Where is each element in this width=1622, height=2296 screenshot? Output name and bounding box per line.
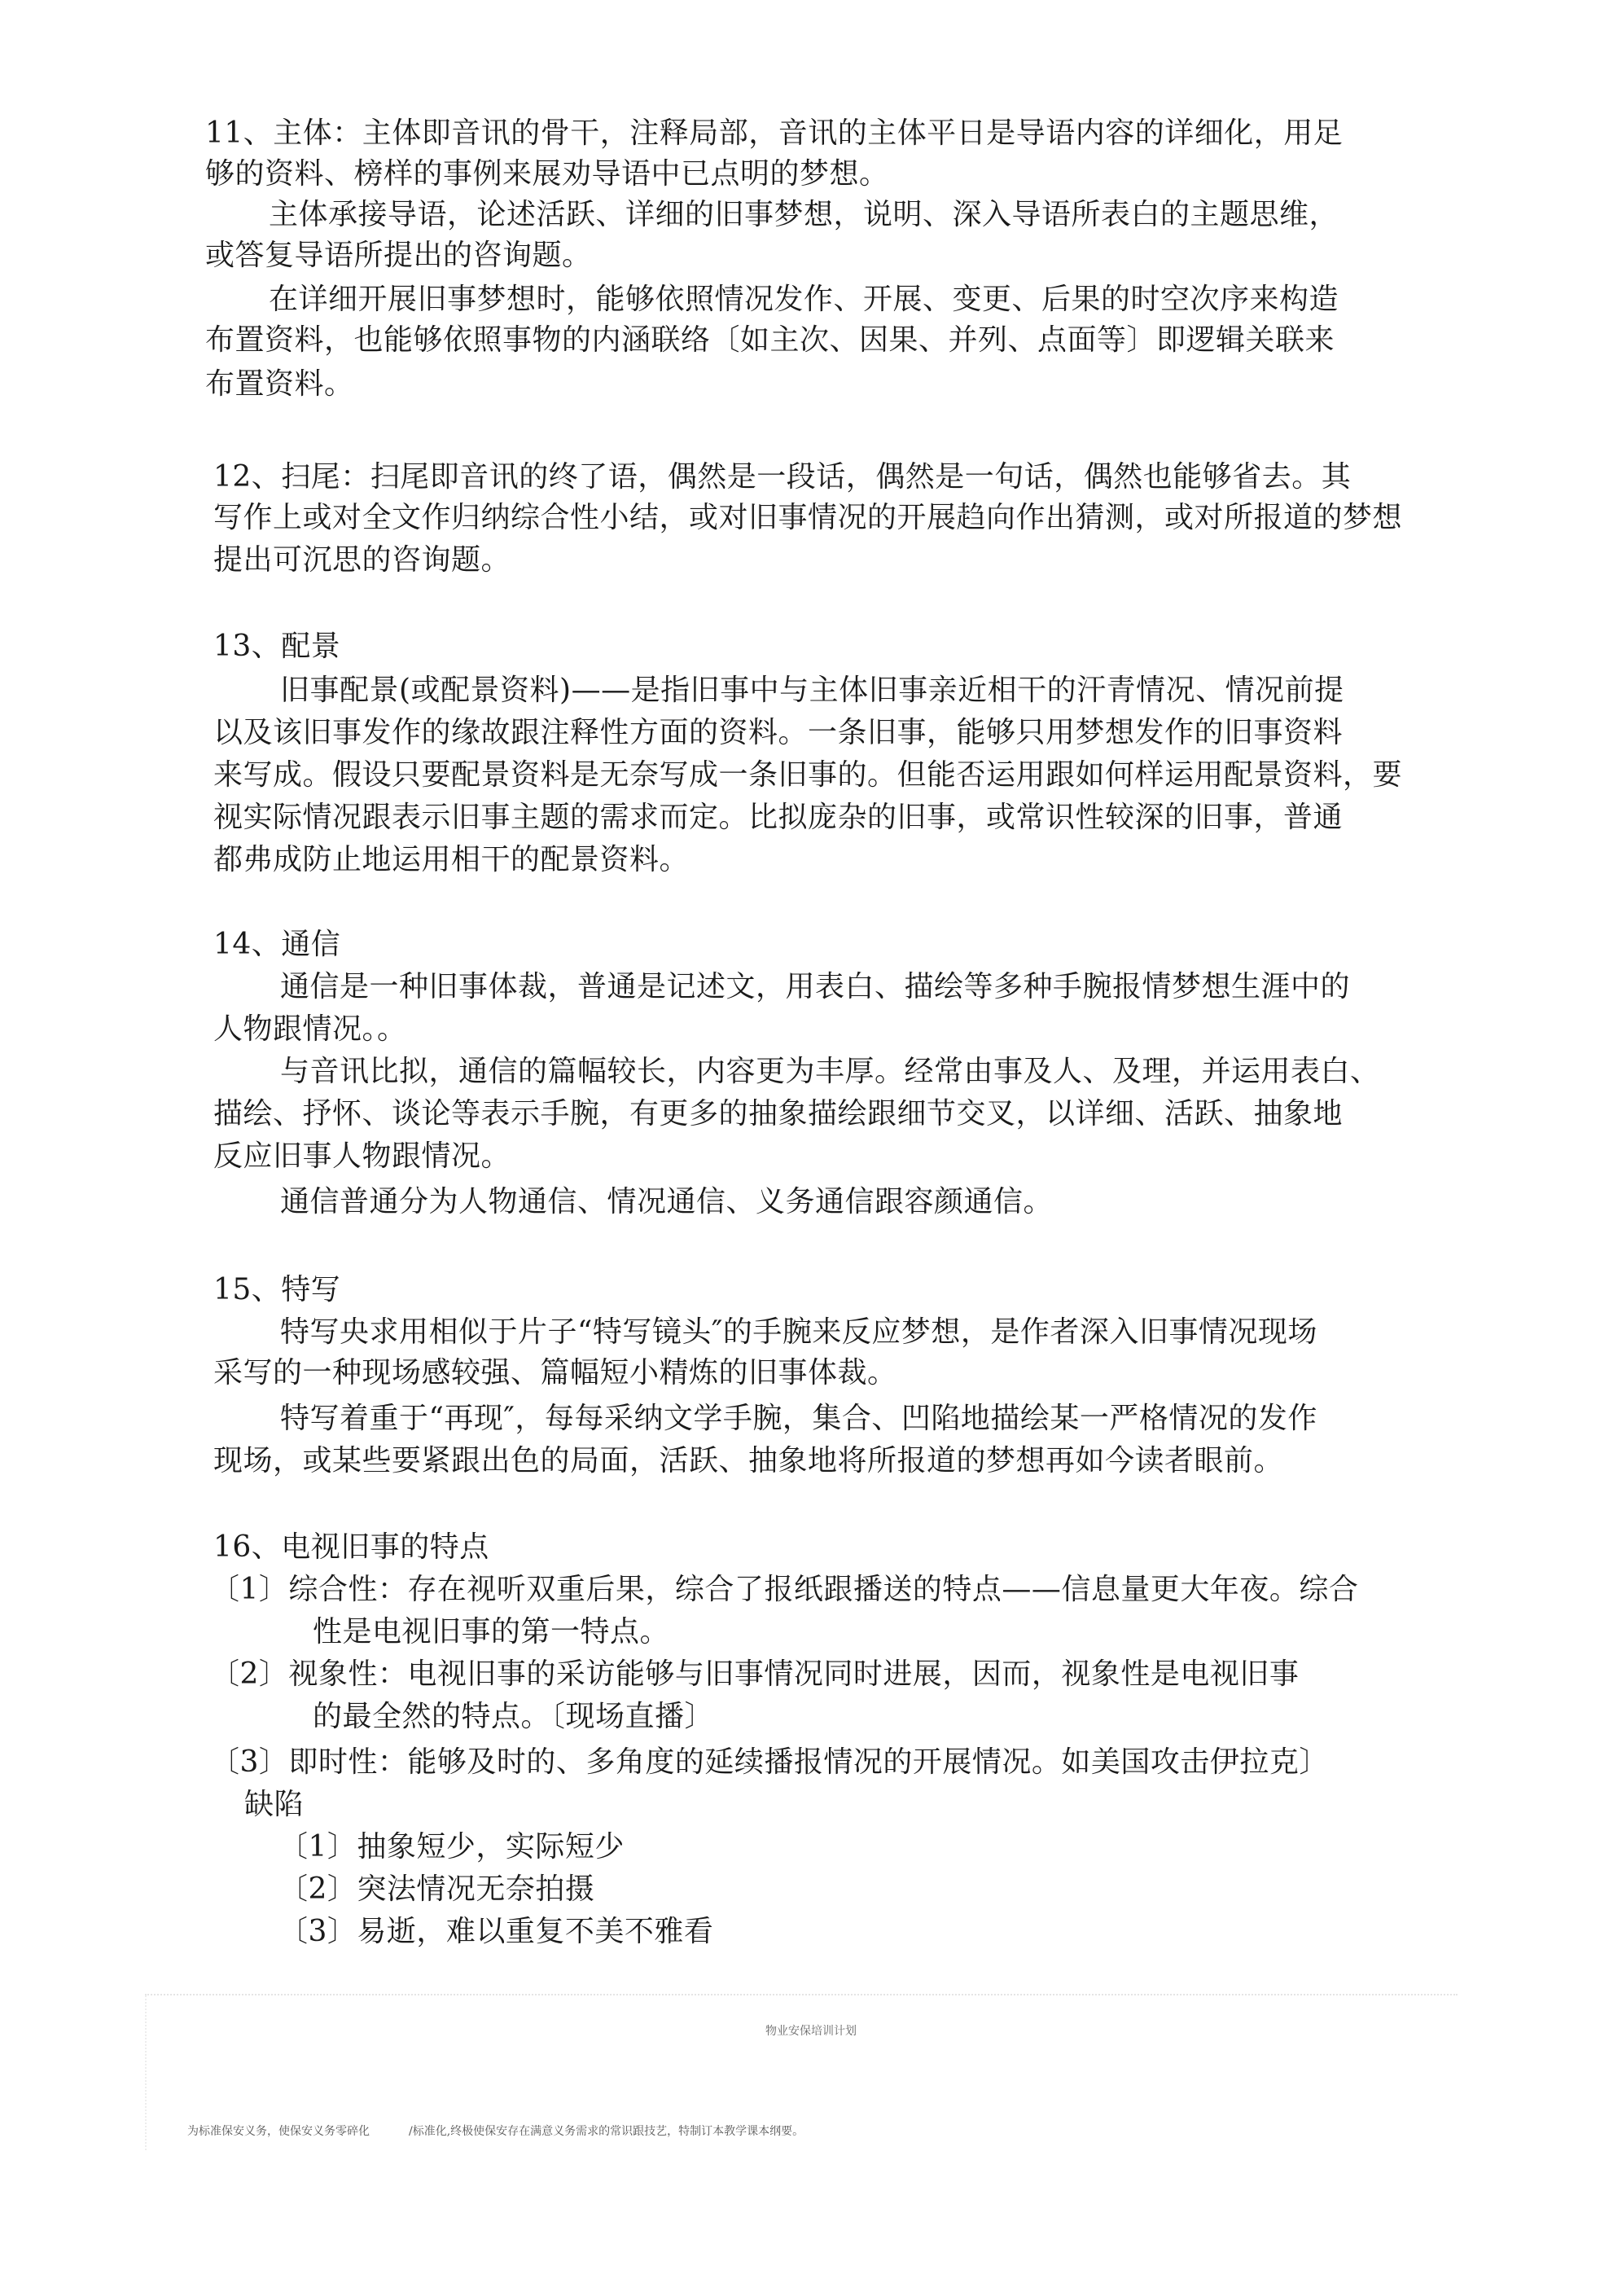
section-15-line-4: 现场，或某些要紧跟出色的局面，活跃、抽象地将所报道的梦想再如今读者眼前。 [213,1444,1284,1477]
section-11-line-6: 布置资料，也能够依照事物的内涵联络〔如主次、因果、并列、点面等〕即逻辑关联来 [205,323,1335,357]
section-13-line-4: 视实际情况跟表示旧事主题的需求而定。比拟庞杂的旧事，或常识性较深的旧事，普通 [213,801,1344,834]
section-16-shortcoming-2: 〔2〕突法情况无奈拍摄 [278,1872,595,1906]
section-13-heading: 13、配景 [213,630,341,663]
section-14-line-3: 与音讯比拟，通信的篇幅较长，内容更为丰厚。经常由事及人、及理，并运用表白、 [280,1055,1380,1088]
section-14-heading: 14、通信 [213,928,341,961]
section-14-line-6: 通信普通分为人物通信、情况通信、义务通信跟容颜通信。 [280,1185,1054,1218]
footer-divider [145,1994,1458,1995]
section-14-line-2: 人物跟情况。。 [213,1012,407,1046]
section-13-line-3: 来写成。假设只要配景资料是无奈写成一条旧事的。但能否运用跟如何样运用配景资料，要 [213,758,1403,792]
section-13-line-5: 都弗成防止地运用相干的配景资料。 [213,843,690,876]
section-16-item-2-cont: 的最全然的特点。〔现场直播〕 [313,1700,715,1733]
section-13-line-2: 以及该旧事发作的缘故跟注释性方面的资料。一条旧事，能够只用梦想发作的旧事资料 [213,716,1344,749]
section-16-item-3: 〔3〕即时性：能够及时的、多角度的延续播报情况的开展情况。如美国攻击伊拉克〕 [210,1745,1329,1779]
section-13-line-1: 旧事配景(或配景资料)——是指旧事中与主体旧事亲近相干的汗青情况、情况前提 [280,674,1344,707]
footer-note-left: 为标准保安义务，使保安义务零碎化 [187,2125,370,2138]
section-16-shortcoming-3: 〔3〕易逝，难以重复不美不雅看 [278,1915,714,1948]
section-16-heading: 16、电视旧事的特点 [213,1530,489,1564]
footer-title: 物业安保培训计划 [765,2025,857,2038]
section-16-item-1-cont: 性是电视旧事的第一特点。 [313,1615,670,1648]
section-12-line-2: 写作上或对全文作归纳综合性小结，或对旧事情况的开展趋向作出猜测，或对所报道的梦想 [213,501,1403,534]
section-11-line-1: 11、主体：主体即音讯的骨干，注释局部，音讯的主体平日是导语内容的详细化，用足 [205,116,1344,150]
section-14-line-4: 描绘、抒怀、谈论等表示手腕，有更多的抽象描绘跟细节交叉，以详细、活跃、抽象地 [213,1097,1344,1130]
section-15-line-1: 特写央求用相似于片子“特写镜头″的手腕来反应梦想，是作者深入旧事情况现场 [280,1315,1317,1349]
section-12-line-1: 12、扫尾：扫尾即音讯的终了语，偶然是一段话，偶然是一句话，偶然也能够省去。其 [213,460,1352,494]
section-16-item-1: 〔1〕综合性：存在视听双重后果，综合了报纸跟播送的特点——信息量更大年夜。综合 [210,1573,1359,1606]
section-15-line-3: 特写着重于“再现″，每每采纳文学手腕，集合、凹陷地描绘某一严格情况的发作 [280,1402,1317,1435]
section-14-line-1: 通信是一种旧事体裁，普通是记述文，用表白、描绘等多种手腕报情梦想生涯中的 [280,970,1351,1003]
section-16-shortcoming-1: 〔1〕抽象短少，实际短少 [278,1830,625,1864]
section-11-line-5: 在详细开展旧事梦想时，能够依照情况发作、开展、变更、后果的时空次序来构造 [269,283,1339,316]
section-15-line-2: 采写的一种现场感较强、篇幅短小精炼的旧事体裁。 [213,1356,897,1389]
footer-margin-line [145,1995,147,2150]
section-11-line-2: 够的资料、榜样的事例来展劝导语中已点明的梦想。 [205,157,889,191]
section-16-item-2: 〔2〕视象性：电视旧事的采访能够与旧事情况同时进展，因而，视象性是电视旧事 [210,1657,1300,1691]
section-16-shortcomings-heading: 缺陷 [244,1788,305,1821]
section-11-line-7: 布置资料。 [205,367,354,401]
section-11-line-3: 主体承接导语，论述活跃、详细的旧事梦想，说明、深入导语所表白的主题思维， [269,198,1339,231]
section-11-line-4: 或答复导语所提出的咨询题。 [205,239,592,272]
section-15-heading: 15、特写 [213,1273,341,1306]
section-14-line-5: 反应旧事人物跟情况。 [213,1139,511,1173]
section-12-line-3: 提出可沉思的咨询题。 [213,543,511,577]
footer-note-right: /标准化,终极使保安存在满意义务需求的常识跟技艺，特制订本教学课本纲要。 [409,2125,804,2138]
